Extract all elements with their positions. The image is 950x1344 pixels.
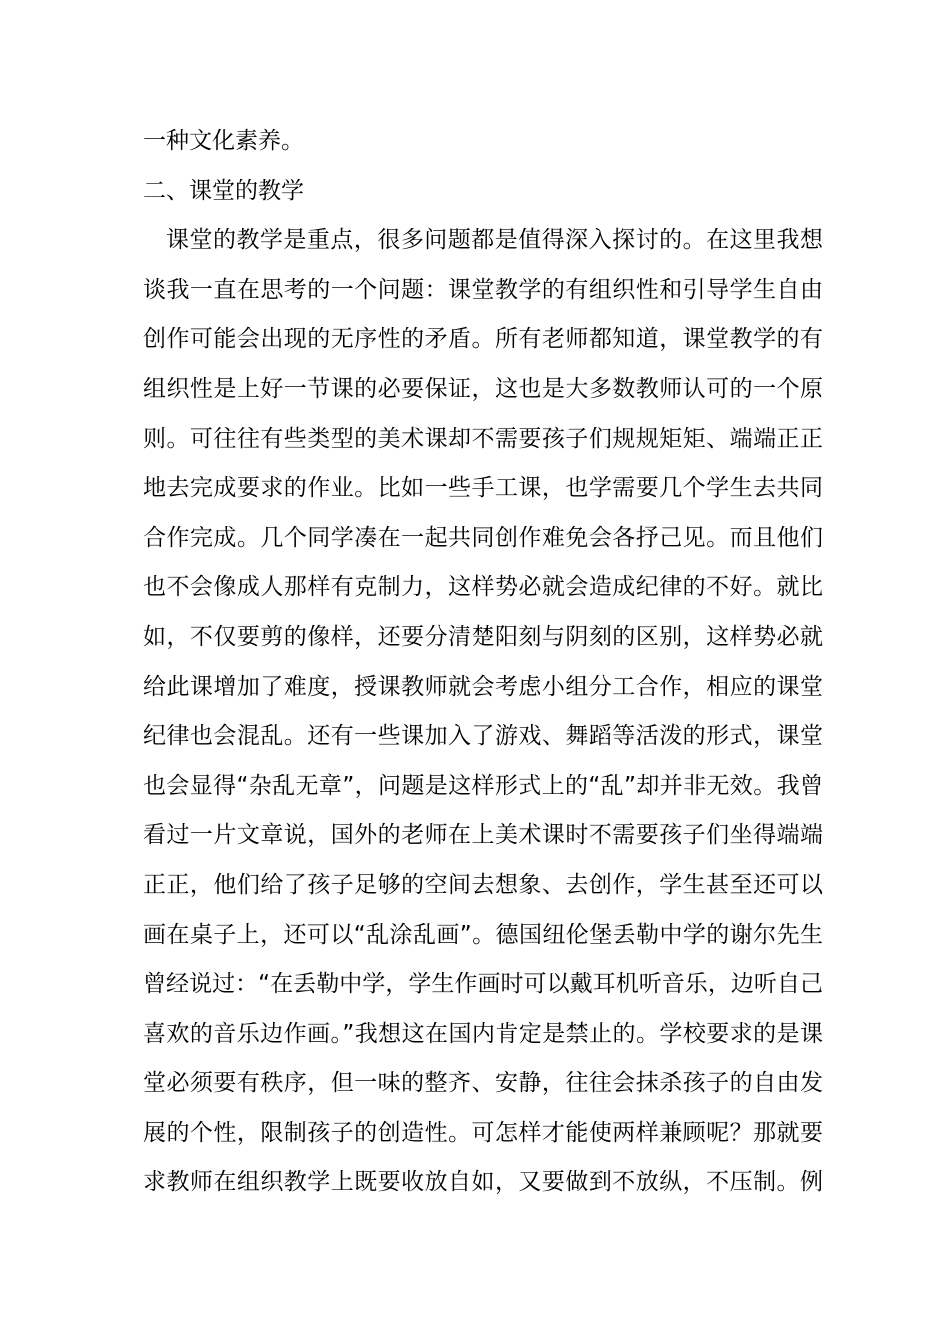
paragraph-line: 曾经说过：“在丢勒中学，学生作画时可以戴耳机听音乐，边听自己 <box>143 971 823 998</box>
paragraph-line: 合作完成。几个同学凑在一起共同创作难免会各抒己见。而且他们 <box>143 524 823 551</box>
paragraph-line: 也会显得“杂乱无章”，问题是这样形式上的“乱”却并非无效。我曾 <box>143 772 823 799</box>
paragraph-line: 谈我一直在思考的一个问题：课堂教学的有组织性和引导学生自由 <box>143 276 823 303</box>
paragraph-line: 展的个性，限制孩子的创造性。可怎样才能使两样兼顾呢？那就要 <box>143 1119 823 1146</box>
paragraph-line: 组织性是上好一节课的必要保证，这也是大多数教师认可的一个原 <box>143 375 823 402</box>
paragraph-line: 创作可能会出现的无序性的矛盾。所有老师都知道，课堂教学的有 <box>143 326 823 353</box>
body-text <box>143 117 823 1208</box>
paragraph-ending-line: 一种文化素养。 <box>143 128 304 154</box>
paragraph-first-line: 课堂的教学是重点，很多问题都是值得深入探讨的。在这里我想 <box>166 227 823 254</box>
paragraph-line: 给此课增加了难度，授课教师就会考虑小组分工合作，相应的课堂 <box>143 673 823 700</box>
paragraph-line: 则。可往往有些类型的美术课却不需要孩子们规规矩矩、端端正正 <box>143 425 823 452</box>
paragraph-line: 纪律也会混乱。还有一些课加入了游戏、舞蹈等活泼的形式，课堂 <box>143 723 823 750</box>
paragraph-line: 如，不仅要剪的像样，还要分清楚阳刻与阴刻的区别，这样势必就 <box>143 623 823 650</box>
paragraph-line: 也不会像成人那样有克制力，这样势必就会造成纪律的不好。就比 <box>143 574 823 601</box>
section-heading: 二、课堂的教学 <box>143 177 304 204</box>
paragraph-line: 喜欢的音乐边作画。”我想这在国内肯定是禁止的。学校要求的是课 <box>143 1020 823 1047</box>
paragraph-line: 画在桌子上，还可以“乱涂乱画”。德国纽伦堡丢勒中学的谢尔先生 <box>143 921 823 948</box>
paragraph-line: 正正，他们给了孩子足够的空间去想象、去创作，学生甚至还可以 <box>143 871 823 898</box>
paragraph-line: 求教师在组织教学上既要收放自如，又要做到不放纵，不压制。例 <box>143 1169 823 1196</box>
paragraph-line: 地去完成要求的作业。比如一些手工课，也学需要几个学生去共同 <box>143 475 823 502</box>
paragraph-line: 堂必须要有秩序，但一味的整齐、安静，往往会抹杀孩子的自由发 <box>143 1070 823 1097</box>
paragraph-line: 看过一片文章说，国外的老师在上美术课时不需要孩子们坐得端端 <box>143 822 823 849</box>
